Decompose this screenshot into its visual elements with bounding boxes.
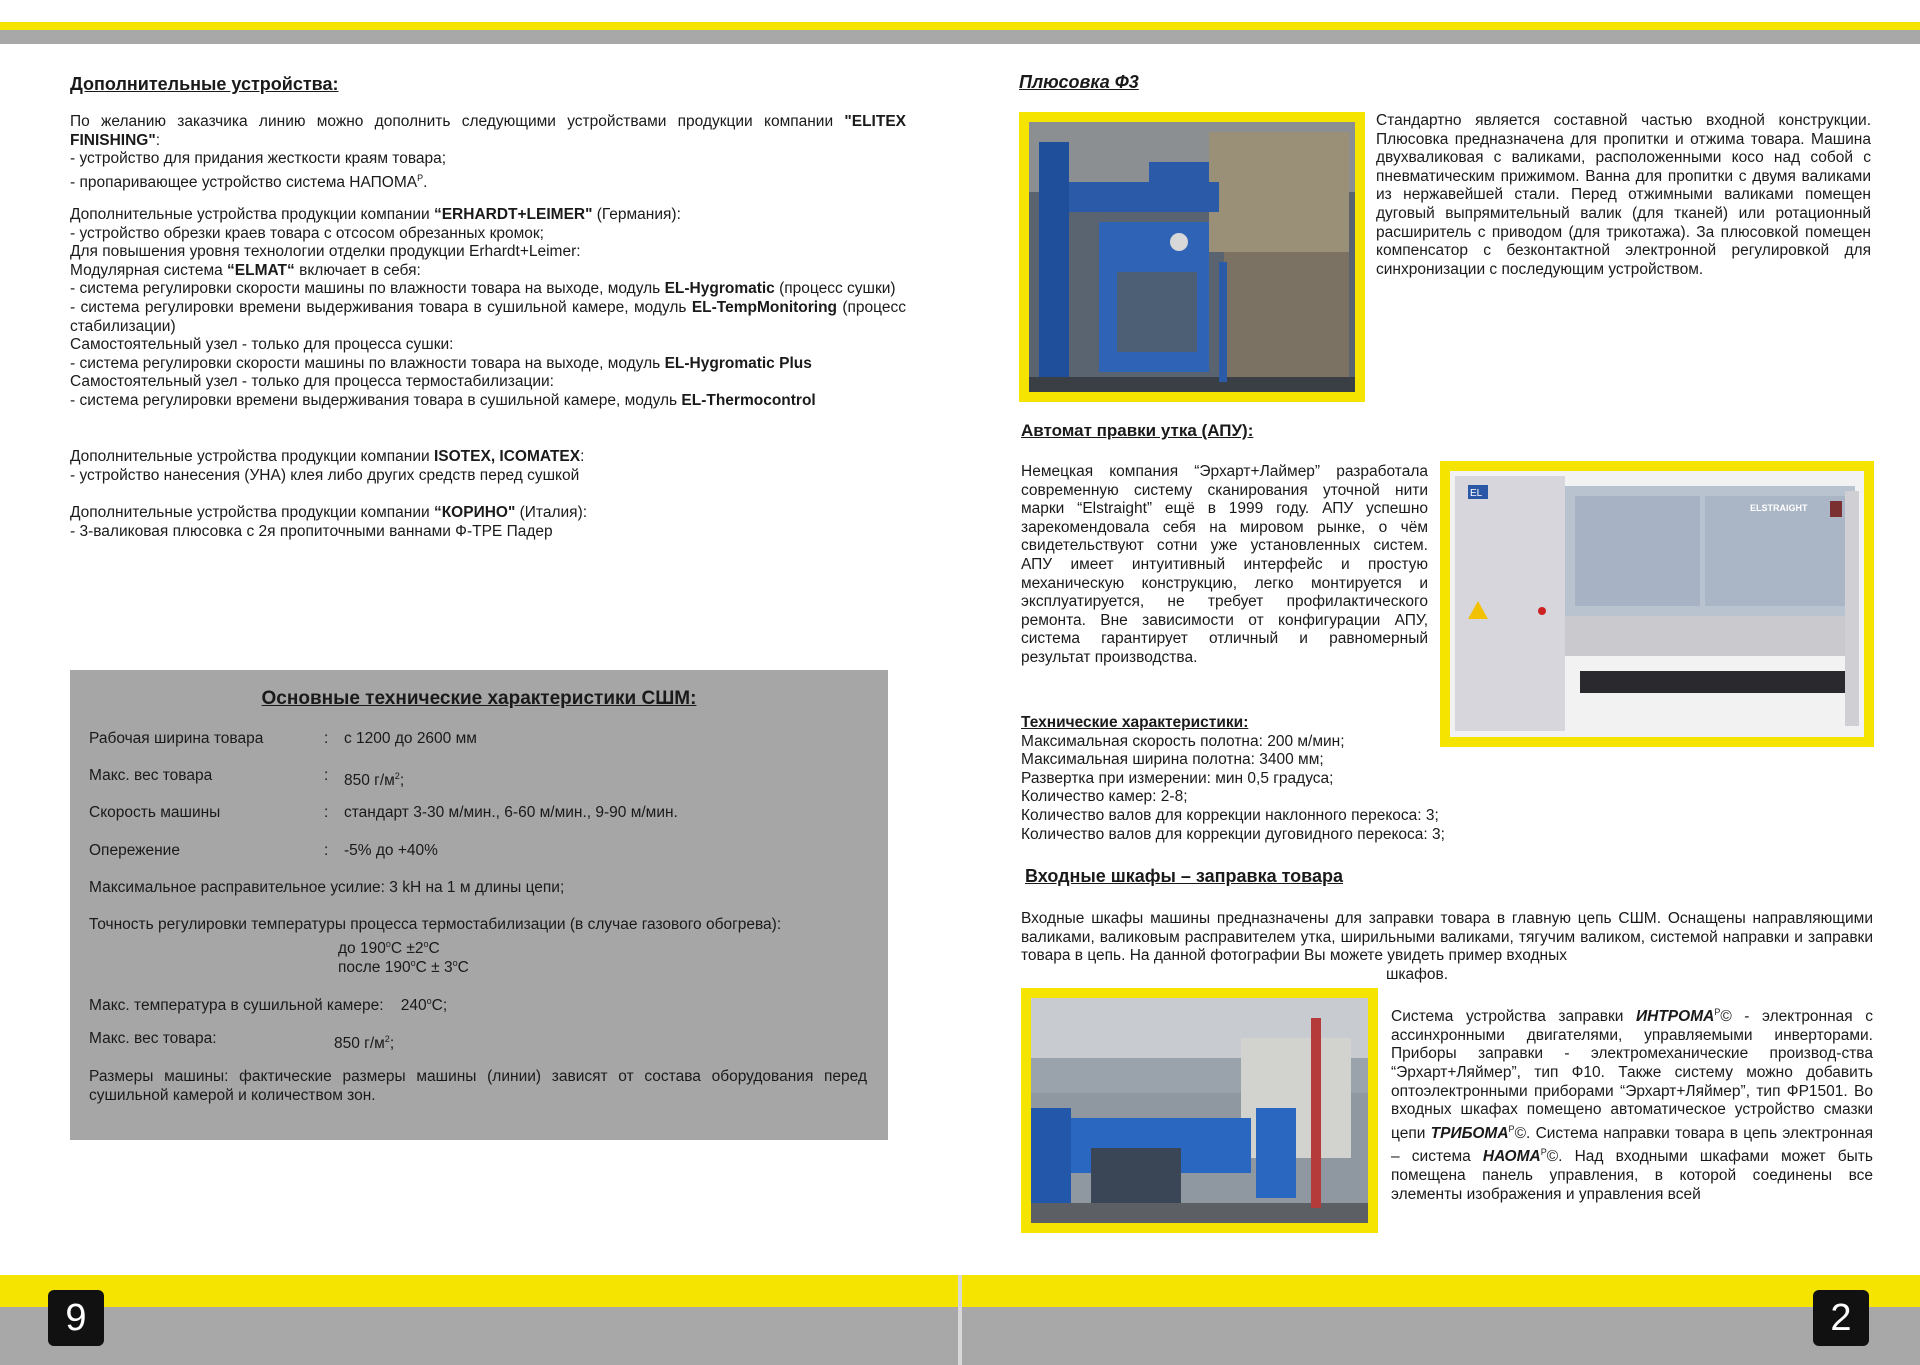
spec-accuracy-1: до $190^оС \pm 2^оС$ bbox=[338, 939, 440, 958]
entry-description: Входные шкафы машины предназначены для заправки товара в главную цепь СШМ. Оснащены направляющими валиками, валиковым расправителем утка, ширильными валиками, тягучим валиком, системой направки и заправки товара в цепь. На данной фотографии Вы можете увидеть пример входных bbox=[1021, 910, 1873, 965]
apu-description: Немецкая компания “Эрхарт+Лаймер” разработала современную систему сканирования уточной нити марки “Elstraight” ещё в 1999 году. АПУ успешно зарекомендовала себя на мировом рынке, о чём свидетельствуют сотни уже установленных систем. АПУ имеет интуитивный интерфейс и простую механическую конструкцию, легко монтируется и эксплуатируется, не требует профилактического ремонта. Вне зависимости от конфигурации АПУ, система гарантирует отличный и равномерный результат производства. bbox=[1021, 463, 1428, 666]
spec-dimensions: Размеры машины: фактические размеры машины (линии) зависят от состава оборудования перед сушильной камерой и количеством зон. bbox=[89, 1068, 867, 1104]
isotex-paragraph: Дополнительные устройства продукции компании ISOTEX, ICOMATEX: - устройство нанесения (УНА) клея либо других средств перед сушкой bbox=[70, 448, 585, 484]
page-fold bbox=[958, 1275, 962, 1365]
spec-accuracy: Точность регулировки температуры процесса термостабилизации (в случае газового обогрева): bbox=[89, 916, 782, 933]
apu-machine-label: ELSTRAIGHT bbox=[1750, 503, 1808, 513]
specs-box: Основные технические характеристики СШМ: Рабочая ширина товара : с 1200 до 2600 мм Макс. вес товара : 850 $г/м^2$; Скорость машины : стандарт 3-30 м/мин., 6-60 м/мин., 9-90 м/мин. Опережение : -5% до +40% Максимальное расправительное усилие: 3 kH на 1 м длины цепи; Точность регулировки температуры процесса термостабилизации (в случае газового обогрева): до $190^оС \pm 2^оС$ после $190^оС \pm 3^оС$ Макс. температура в сушильной камере: $240^оС$; Макс. вес товара: 850 $г/м^2$; Размеры машины: фактические размеры машины (линии) зависят от состава оборудования перед сушильной камерой и количеством зон. bbox=[70, 670, 888, 1140]
padder-photo-frame bbox=[1019, 112, 1365, 402]
entry-description-tail: шкафов. bbox=[1386, 966, 1449, 983]
spec-weight-2: Макс. вес товара: 850 $г/м^2$; bbox=[89, 1030, 395, 1053]
apu-heading: Автомат правки утка (АПУ): bbox=[1021, 421, 1254, 440]
apu-photo bbox=[1450, 471, 1864, 737]
entry-photo bbox=[1031, 998, 1368, 1223]
specs-title: Основные технические характеристики СШМ: bbox=[261, 688, 697, 709]
apu-photo-frame bbox=[1440, 461, 1874, 747]
spec-accuracy-2: после $190^оС \pm 3^оС$ bbox=[338, 958, 469, 977]
apu-logo: EL bbox=[1470, 488, 1483, 499]
padder-photo bbox=[1029, 122, 1355, 392]
page-number-left: 9 bbox=[48, 1290, 104, 1346]
apu-tech-specs: Технические характеристики: Максимальная скорость полотна: 200 м/мин; Максимальная ширина полотна: 3400 мм; Развертка при измерении: мин 0,5 градуса; Количество камер: 2-8; Количество валов для коррекции наклонного перекоса: 3; Количество валов для коррекции дуговидного перекоса: 3; bbox=[1021, 714, 1445, 843]
entry-system-description: Система устройства заправки $ИНТРОМА^Р©$ - электронная с ассинхронными двигателями, управляемыми инверторами. Приборы заправки - электромеханические производ-ства “Эрхарт+Ляймер”, тип Ф10. Также систему можно добавить оптоэлектронными приборами “Эрхарт+Ляймер”, тип ФР1501. Во входных шкафах помещено автоматическое устройство смазки цепи $ТРИБОМА^Р©$. Система направки товара в цепь электронная – система $НАОМА^Р©$. Над входными шкафами может быть помещена панель управления, в которой соединены все элементы изображения и управления всей bbox=[1391, 1007, 1874, 1203]
entry-photo-frame bbox=[1021, 988, 1378, 1233]
elitex-paragraph: По желанию заказчика линию можно дополнить следующими устройствами продукции компании "ELITEX FINISHING": - устройство для придания жесткости краям товара; - пропаривающее устройство система $НАПОМА^Р$. bbox=[70, 113, 906, 191]
left-heading: Дополнительные устройства: bbox=[70, 74, 339, 94]
padder-description: Стандартно является составной частью входной конструкции. Плюсовка предназначена для пропитки и отжима товара. Машина двухваликовая с валиками, расположенными косо над собой с пневматическим прижимом. Ванна для пропитки с двумя валиками из нержавейшей стали. Перед отжимными валиками помещен дуговый выпрямительный валик (для тканей) или ротационный расширитель с приводом (для трикотажа). За плюсовкой помещен компенсатор с безконтактной электронной регулировкой для синхронизации с последующим устройством. bbox=[1376, 112, 1871, 278]
top-grey-stripe bbox=[0, 30, 1920, 44]
top-yellow-stripe bbox=[0, 22, 1920, 30]
page-number-right: 2 bbox=[1813, 1290, 1869, 1346]
padder-heading: Плюсовка Ф3 bbox=[1019, 72, 1139, 92]
erhardt-paragraph: Дополнительные устройства продукции компании “ERHARDT+LEIMER" (Германия): - устройство обрезки краев товара с отсосом обрезанных кромок; Для повышения уровня технологии отделки продукции Erhardt+Leimer: Модулярная система “ELMAT“ включает в себя: - система регулировки скорости машины по влажности товара на выходе, модуль EL-Hygromatic (процесс сушки) - система регулировки времени выдерживания товара в сушильной камере, модуль EL-TempMonitoring (процесс стабилизации) Самостоятельный узел - только для процесса сушки: - система регулировки скорости машины по влажности товара на выходе, модуль EL-Hygromatic Plus Самостоятельный узел - только для процесса термостабилизации: - система регулировки времени выдерживания товара в сушильной камере, модуль EL-Thermocontrol bbox=[70, 206, 906, 409]
spec-max-temp: Макс. температура в сушильной камере: $240^оС$; bbox=[89, 996, 448, 1015]
korino-paragraph: Дополнительные устройства продукции компании “КОРИНО" (Италия): - 3-валиковая плюсовка с 2я пропиточными ваннами Ф-TPE Падер bbox=[70, 504, 588, 540]
entry-heading: Входные шкафы – заправка товара bbox=[1025, 866, 1344, 886]
spec-force: Максимальное расправительное усилие: 3 kH на 1 м длины цепи; bbox=[89, 879, 565, 896]
